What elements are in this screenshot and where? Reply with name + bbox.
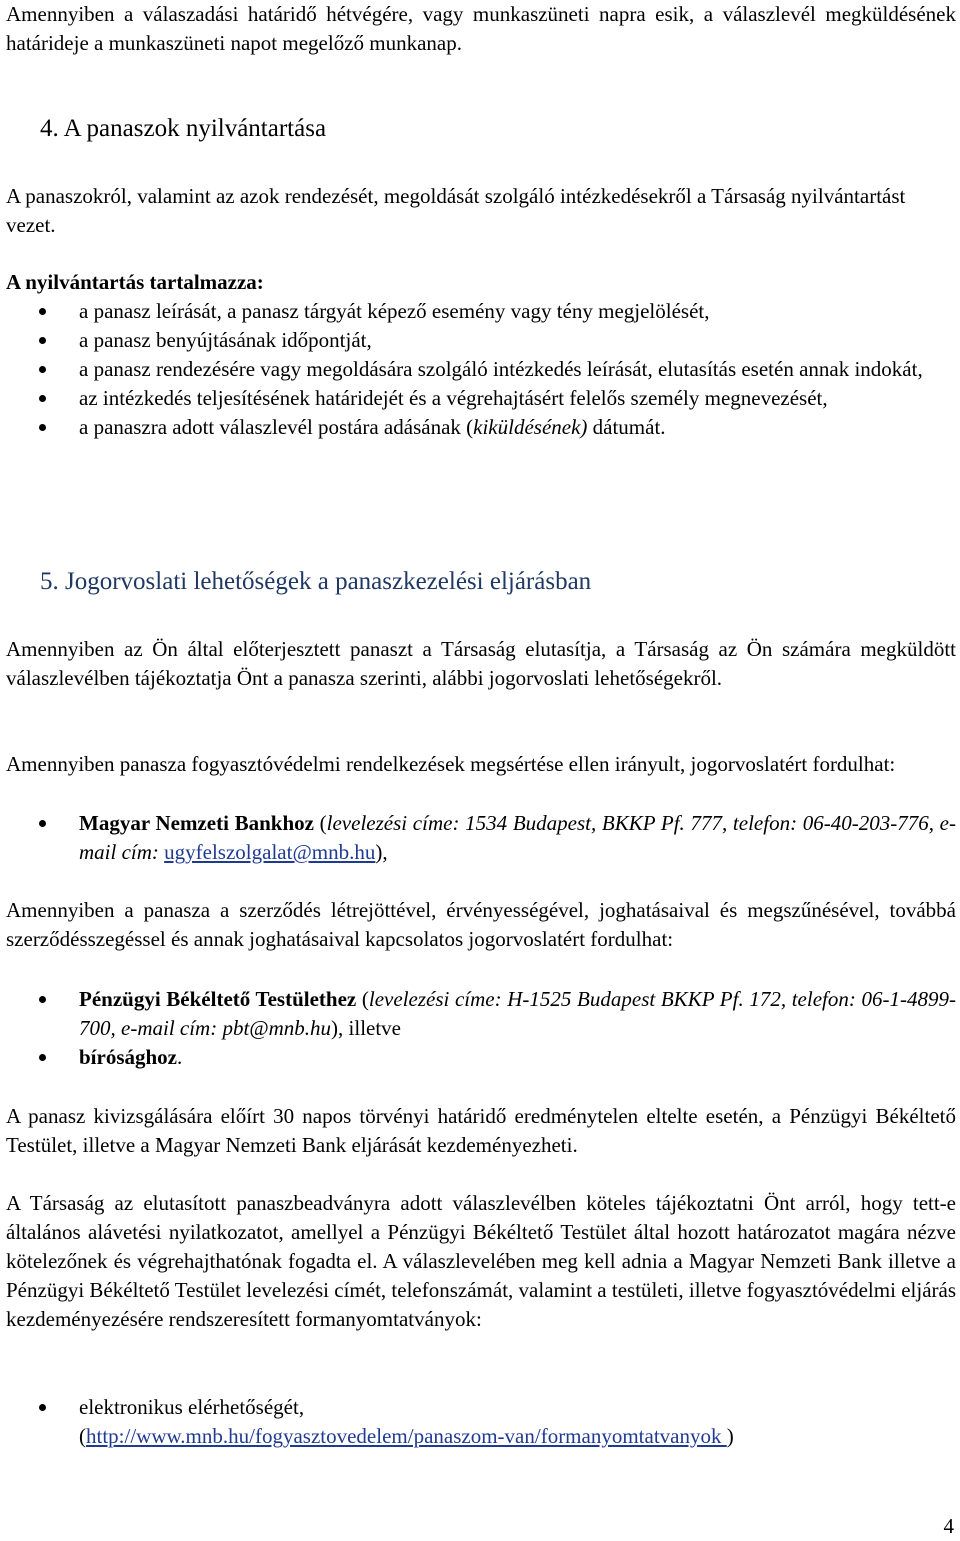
list-item-mnb: Magyar Nemzeti Bankhoz (levelezési címe: 1534 Budapest, BKKP Pf. 777, telefon: 06-40-203-776, e-mail cím: ugyfelszolgalat@mnb.hu), bbox=[6, 809, 956, 867]
list-item-pbt: Pénzügyi Békéltető Testülethez (levelezési címe: H-1525 Budapest BKKP Pf. 172, telefon: 06-1-4899-700, e-mail cím: pbt@mnb.hu), illetve bbox=[6, 985, 956, 1043]
list-item: a panasz rendezésére vagy megoldására szolgáló intézkedés leírását, elutasítás esetén annak indokát, bbox=[6, 355, 956, 384]
list-item-electronic: elektronikus elérhetőségét, (http://www.mnb.hu/fogyasztovedelem/panaszom-van/formanyomtatvanyok ) bbox=[6, 1393, 956, 1451]
list-item: a panasz leírását, a panasz tárgyát képező esemény vagy tény megjelölését, bbox=[6, 297, 956, 326]
list-title: A nyilvántartás tartalmazza: bbox=[6, 270, 264, 294]
mnb-email-link[interactable]: ugyfelszolgalat@mnb.hu bbox=[164, 840, 376, 864]
list-item: az intézkedés teljesítésének határidejét és a végrehajtásért felelős személy megnevezését, bbox=[6, 384, 956, 413]
consumer-remedy-list bbox=[6, 809, 956, 867]
mnb-forms-link[interactable]: http://www.mnb.hu/fogyasztovedelem/panaszom-van/formanyomtatvanyok bbox=[86, 1424, 727, 1448]
section-5-heading: 5. Jogorvoslati lehetőségek a panaszkezelési eljárásban bbox=[40, 568, 592, 595]
intro-paragraph: Amennyiben a válaszadási határidő hétvégére, vagy munkaszüneti napra esik, a válaszlevél megküldésének határideje a munkaszüneti napot megelőző munkanap. bbox=[6, 2, 956, 55]
section-5-paragraph-5: A Társaság az elutasított panaszbeadványra adott válaszlevélben köteles tájékoztatni Önt arról, hogy tett-e általános alávetési nyilatkozatot, amellyel a Pénzügyi Békéltető Testület által hozott határozatot magára nézve kötelezőnek és végrehajthatónak fogadta el. A válaszlevelében meg kell adnia a Magyar Nemzeti Bank illetve a Pénzügyi Békéltető Testület levelezési címét, telefonszámát, valamint a testületi, illetve fogyasztóvédelmi eljárás kezdeményezésére rendszeresített formanyomtatványok: bbox=[6, 1191, 956, 1331]
section-4-heading: 4. A panaszok nyilvántartása bbox=[40, 115, 327, 142]
section-4-paragraph: A panaszokról, valamint az azok rendezését, megoldását szolgáló intézkedésekről a Társaság nyilvántartást vezet. bbox=[6, 184, 906, 237]
register-contents-list bbox=[6, 297, 956, 442]
electronic-access-list bbox=[6, 1393, 956, 1451]
list-item: a panasz benyújtásának időpontját, bbox=[6, 326, 956, 355]
section-5-paragraph-2: Amennyiben panasza fogyasztóvédelmi rendelkezések megsértése ellen irányult, jogorvoslatért fordulhat: bbox=[6, 752, 896, 776]
contract-remedy-list bbox=[6, 985, 956, 1072]
section-5-paragraph-3: Amennyiben a panasza a szerződés létrejöttével, érvényességével, joghatásaival és megszűnésével, továbbá szerződésszegéssel és annak joghatásaival kapcsolatos jogorvoslatért fordulhat: bbox=[6, 898, 956, 951]
list-item: a panaszra adott válaszlevél postára adásának (kiküldésének) dátumát. bbox=[6, 413, 956, 442]
section-5-paragraph-4: A panasz kivizsgálására előírt 30 napos törvényi határidő eredménytelen eltelte esetén, a Pénzügyi Békéltető Testület, illetve a Magyar Nemzeti Bank eljárását kezdeményezheti. bbox=[6, 1104, 956, 1157]
page-number: 4 bbox=[943, 1514, 954, 1538]
section-5-paragraph-1: Amennyiben az Ön által előterjesztett panaszt a Társaság elutasítja, a Társaság az Ön számára megküldött válaszlevélben tájékoztatja Önt a panasza szerinti, alábbi jogorvoslati lehetőségekről. bbox=[6, 637, 956, 690]
list-item-court: bírósághoz. bbox=[6, 1043, 956, 1072]
